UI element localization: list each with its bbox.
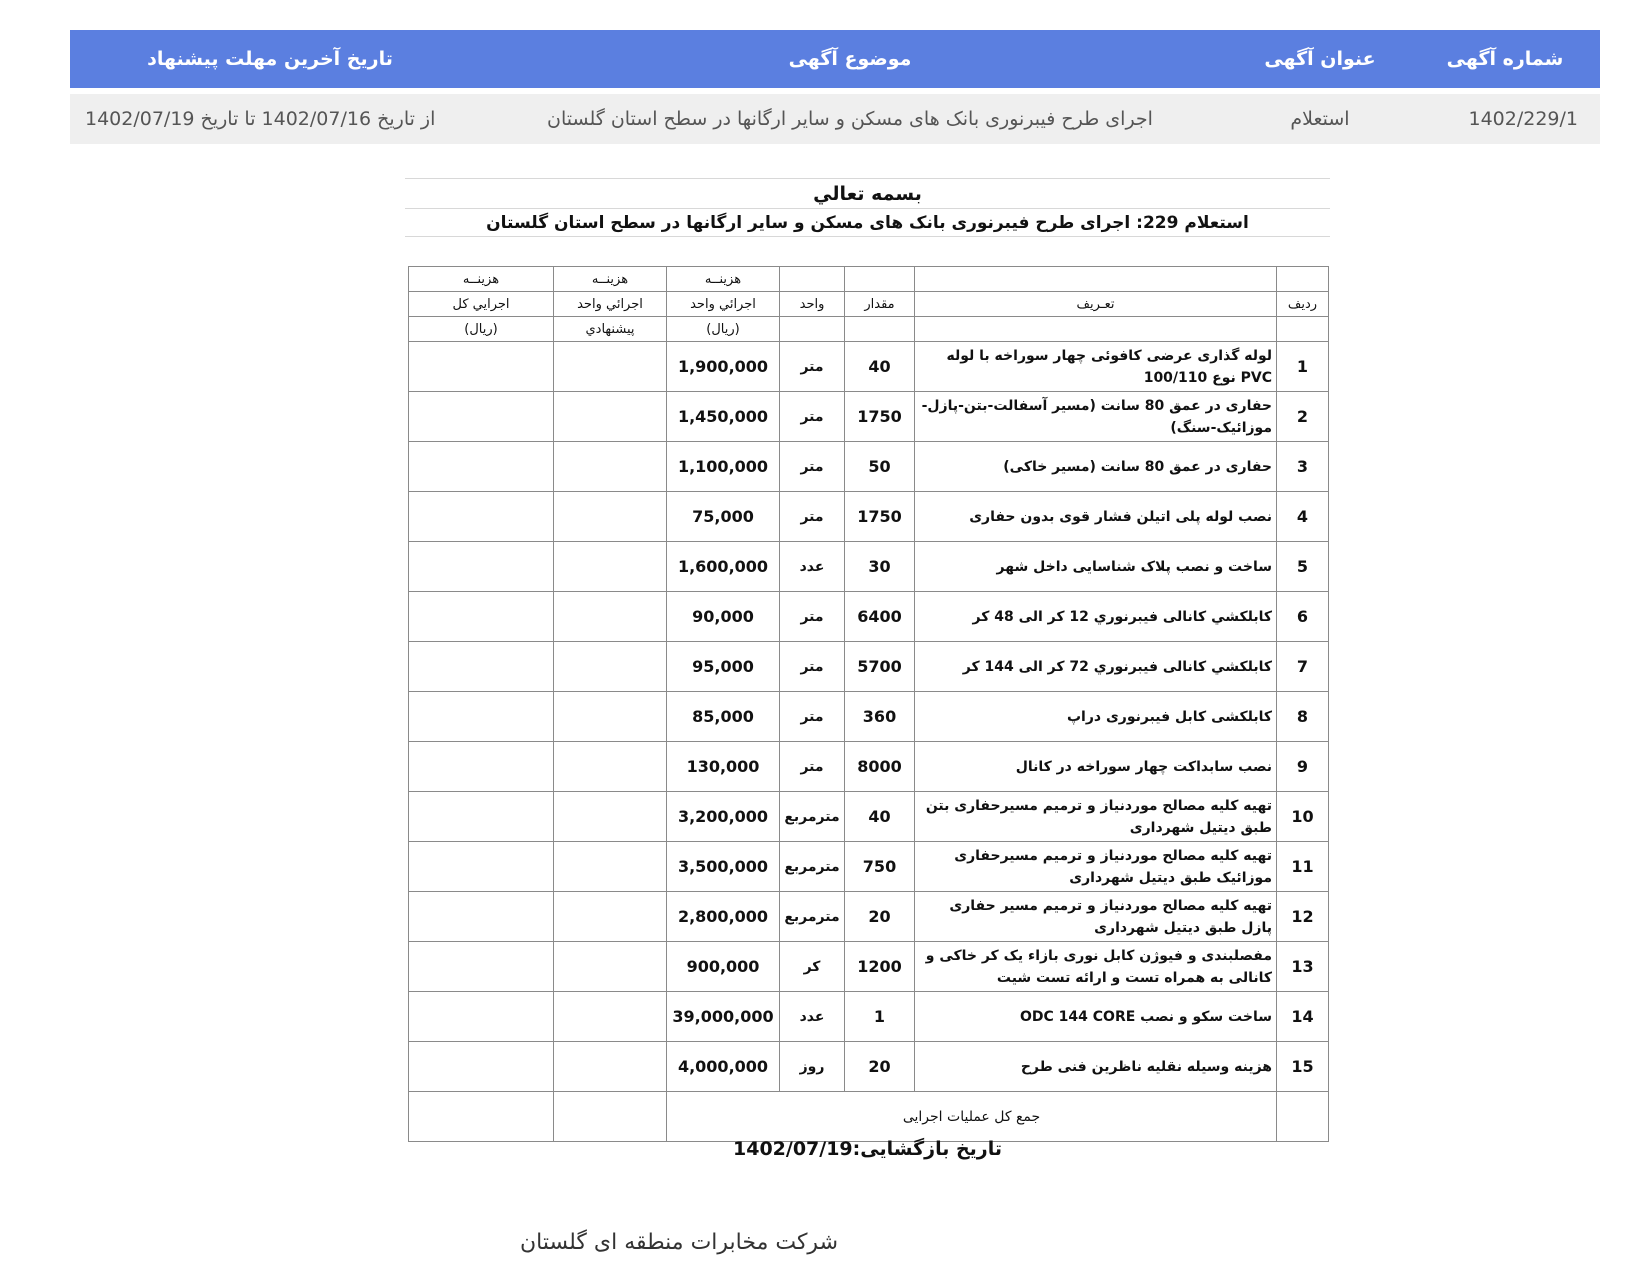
row-description: لوله گذاری عرضی کافوئی چهار سوراخه با لوله PVC نوع 100/110 (915, 342, 1277, 392)
row-unit-price: 1,900,000 (667, 342, 780, 392)
row-description: تهیه کلیه مصالح موردنیاز و ترمیم مسیرحفاری موزائیک طبق دیتیل شهرداری (915, 842, 1277, 892)
row-number: 8 (1277, 692, 1329, 742)
col-row-bot (1277, 317, 1329, 342)
row-proposed-price[interactable] (554, 392, 667, 442)
row-unit-price: 39,000,000 (667, 992, 780, 1042)
row-proposed-price[interactable] (554, 992, 667, 1042)
total-proposed-cell (554, 1092, 667, 1142)
notice-subject[interactable]: اجرای طرح فیبرنوری بانک های مسکن و سایر ارگانها در سطح استان گلستان (547, 108, 1153, 130)
row-total-price[interactable] (409, 942, 554, 992)
header-deadline: تاریخ آخرین مهلت پیشنهاد (147, 48, 393, 70)
row-quantity: 6400 (845, 592, 915, 642)
notice-deadline: از تاریخ 1402/07/16 تا تاریخ 1402/07/19 (85, 108, 436, 130)
row-total-price[interactable] (409, 742, 554, 792)
total-cost-cell (409, 1092, 554, 1142)
table-row (409, 642, 1329, 692)
row-number: 5 (1277, 542, 1329, 592)
header-title: عنوان آگهی (1264, 48, 1376, 70)
row-number: 10 (1277, 792, 1329, 842)
row-unit-price: 75,000 (667, 492, 780, 542)
row-unit-price: 95,000 (667, 642, 780, 692)
table-row (409, 742, 1329, 792)
row-number: 13 (1277, 942, 1329, 992)
row-unit-price: 130,000 (667, 742, 780, 792)
row-description: نصب لوله پلی اتیلن فشار قوی بدون حفاری (915, 492, 1277, 542)
col-total-bot: (ريال) (409, 317, 554, 342)
row-proposed-price[interactable] (554, 542, 667, 592)
col-row-top (1277, 267, 1329, 292)
total-label: جمع کل عملیات اجرایی (667, 1092, 1277, 1142)
row-unit: مترمربع (780, 842, 845, 892)
col-unit-top (780, 267, 845, 292)
row-total-price[interactable] (409, 542, 554, 592)
row-number: 12 (1277, 892, 1329, 942)
table-row (409, 992, 1329, 1042)
col-unit-cost-bot: (ريال) (667, 317, 780, 342)
row-total-price[interactable] (409, 642, 554, 692)
col-proposed-bot: پيشنهادي (554, 317, 667, 342)
row-quantity: 1750 (845, 392, 915, 442)
col-unit-label: واحد (780, 292, 845, 317)
col-unit-cost-mid: اجرائي واحد (667, 292, 780, 317)
row-proposed-price[interactable] (554, 442, 667, 492)
row-description: حفاری در عمق 80 سانت (مسیر خاکی) (915, 442, 1277, 492)
row-unit: متر (780, 742, 845, 792)
table-row (409, 492, 1329, 542)
table-row (409, 442, 1329, 492)
row-description: کابلکشی کابل فیبرنوری دراپ (915, 692, 1277, 742)
col-desc-top (915, 267, 1277, 292)
table-header-row (409, 267, 1329, 292)
row-number: 6 (1277, 592, 1329, 642)
opening-date: تاریخ بازگشایی:1402/07/19 (733, 1138, 1002, 1160)
row-quantity: 40 (845, 792, 915, 842)
doc-rule-top (405, 178, 1330, 179)
header-subject: موضوع آگهی (788, 48, 912, 70)
row-description: كابلكشي كانالی فيبرنوري 72 کر الی 144 کر (915, 642, 1277, 692)
row-number: 11 (1277, 842, 1329, 892)
total-row (409, 1092, 1329, 1142)
row-number: 3 (1277, 442, 1329, 492)
row-proposed-price[interactable] (554, 842, 667, 892)
col-proposed-top: هزينــه (554, 267, 667, 292)
col-qty-top (845, 267, 915, 292)
row-number: 14 (1277, 992, 1329, 1042)
header-number: شماره آگهی (1446, 48, 1564, 70)
row-total-price[interactable] (409, 342, 554, 392)
row-number: 2 (1277, 392, 1329, 442)
row-unit-price: 3,500,000 (667, 842, 780, 892)
doc-title: استعلام 229: اجرای طرح فیبرنوری بانک های مسکن و سایر ارگانها در سطح استان گلستان (486, 213, 1249, 233)
row-unit: عدد (780, 542, 845, 592)
table-row (409, 892, 1329, 942)
row-unit: مترمربع (780, 892, 845, 942)
row-total-price[interactable] (409, 392, 554, 442)
row-proposed-price[interactable] (554, 592, 667, 642)
row-unit: متر (780, 642, 845, 692)
row-unit: متر (780, 342, 845, 392)
row-description: نصب سابداکت چهار سوراخه در کانال (915, 742, 1277, 792)
row-total-price[interactable] (409, 792, 554, 842)
row-number: 7 (1277, 642, 1329, 692)
row-total-price[interactable] (409, 1042, 554, 1092)
table-row (409, 942, 1329, 992)
table-row (409, 592, 1329, 642)
row-proposed-price[interactable] (554, 342, 667, 392)
row-number: 1 (1277, 342, 1329, 392)
row-unit: متر (780, 692, 845, 742)
row-unit-price: 900,000 (667, 942, 780, 992)
col-qty-bot (845, 317, 915, 342)
doc-heading: بسمه تعالي (813, 183, 922, 205)
col-unit-bot (780, 317, 845, 342)
col-proposed-mid: اجرائي واحد (554, 292, 667, 317)
row-description: مفصلبندی و فیوژن کابل نوری بازاء یک کر خاکی و کانالی به همراه تست و ارائه تست شیت (915, 942, 1277, 992)
notice-data-row[interactable] (70, 94, 1600, 144)
col-row-label: رديف (1277, 292, 1329, 317)
row-unit-price: 2,800,000 (667, 892, 780, 942)
row-total-price[interactable] (409, 442, 554, 492)
row-quantity: 5700 (845, 642, 915, 692)
row-proposed-price[interactable] (554, 692, 667, 742)
row-total-price[interactable] (409, 992, 554, 1042)
row-quantity: 1 (845, 992, 915, 1042)
table-row (409, 792, 1329, 842)
row-unit: متر (780, 492, 845, 542)
row-total-price[interactable] (409, 492, 554, 542)
row-proposed-price[interactable] (554, 792, 667, 842)
notice-table (70, 30, 1600, 144)
total-row-blank (1277, 1092, 1329, 1142)
row-quantity: 1200 (845, 942, 915, 992)
doc-rule-1 (405, 208, 1330, 209)
col-desc-bot (915, 317, 1277, 342)
row-quantity: 360 (845, 692, 915, 742)
row-unit: متر (780, 442, 845, 492)
row-number: 9 (1277, 742, 1329, 792)
row-unit: کر (780, 942, 845, 992)
row-proposed-price[interactable] (554, 642, 667, 692)
row-quantity: 40 (845, 342, 915, 392)
row-quantity: 750 (845, 842, 915, 892)
row-description: تهیه کلیه مصالح موردنیاز و ترمیم مسیرحفاری بتن طبق دیتیل شهرداری (915, 792, 1277, 842)
row-quantity: 1750 (845, 492, 915, 542)
row-quantity: 20 (845, 1042, 915, 1092)
row-description: كابلكشي كانالی فيبرنوري 12 کر الی 48 کر (915, 592, 1277, 642)
row-unit-price: 90,000 (667, 592, 780, 642)
row-quantity: 20 (845, 892, 915, 942)
row-description: ساخت و نصب پلاک شناسایی داخل شهر (915, 542, 1277, 592)
row-unit-price: 1,600,000 (667, 542, 780, 592)
table-row (409, 692, 1329, 742)
row-description: ساخت سکو و نصب ODC 144 CORE (915, 992, 1277, 1042)
row-unit-price: 85,000 (667, 692, 780, 742)
row-number: 4 (1277, 492, 1329, 542)
row-unit-price: 4,000,000 (667, 1042, 780, 1092)
row-quantity: 30 (845, 542, 915, 592)
row-description: هزینه وسیله نقلیه ناظرین فنی طرح (915, 1042, 1277, 1092)
company-name: شرکت مخابرات منطقه ای گلستان (520, 1230, 839, 1255)
col-qty-label: مقدار (845, 292, 915, 317)
notice-title: استعلام (1290, 108, 1350, 130)
row-number: 15 (1277, 1042, 1329, 1092)
row-unit: متر (780, 592, 845, 642)
doc-rule-2 (405, 236, 1330, 237)
col-desc-label: تعـريف (915, 292, 1277, 317)
table-row (409, 392, 1329, 442)
row-description: حفاری در عمق 80 سانت (مسیر آسفالت-بتن-پازل-موزائیک-سنگ) (915, 392, 1277, 442)
row-unit: عدد (780, 992, 845, 1042)
row-unit-price: 3,200,000 (667, 792, 780, 842)
row-proposed-price[interactable] (554, 742, 667, 792)
row-unit: روز (780, 1042, 845, 1092)
table-header-row (409, 292, 1329, 317)
col-total-top: هزينــه (409, 267, 554, 292)
row-proposed-price[interactable] (554, 1042, 667, 1092)
notice-number: 1402/229/1 (1468, 108, 1578, 130)
table-header-row (409, 317, 1329, 342)
row-total-price[interactable] (409, 892, 554, 942)
items-table (408, 266, 1329, 1142)
row-unit-price: 1,100,000 (667, 442, 780, 492)
row-unit: مترمربع (780, 792, 845, 842)
row-unit: متر (780, 392, 845, 442)
table-row (409, 342, 1329, 392)
row-proposed-price[interactable] (554, 942, 667, 992)
row-proposed-price[interactable] (554, 492, 667, 542)
table-row (409, 842, 1329, 892)
notice-header-row (70, 30, 1600, 88)
table-row (409, 542, 1329, 592)
table-row (409, 1042, 1329, 1092)
row-quantity: 50 (845, 442, 915, 492)
col-unit-cost-top: هزينــه (667, 267, 780, 292)
row-proposed-price[interactable] (554, 892, 667, 942)
row-total-price[interactable] (409, 842, 554, 892)
tender-document-image (405, 178, 1330, 1176)
row-quantity: 8000 (845, 742, 915, 792)
row-total-price[interactable] (409, 692, 554, 742)
row-total-price[interactable] (409, 592, 554, 642)
row-unit-price: 1,450,000 (667, 392, 780, 442)
col-total-mid: اجرايي كل (409, 292, 554, 317)
row-description: تهیه کلیه مصالح موردنیاز و ترمیم مسیر حفاری پازل طبق دیتیل شهرداری (915, 892, 1277, 942)
